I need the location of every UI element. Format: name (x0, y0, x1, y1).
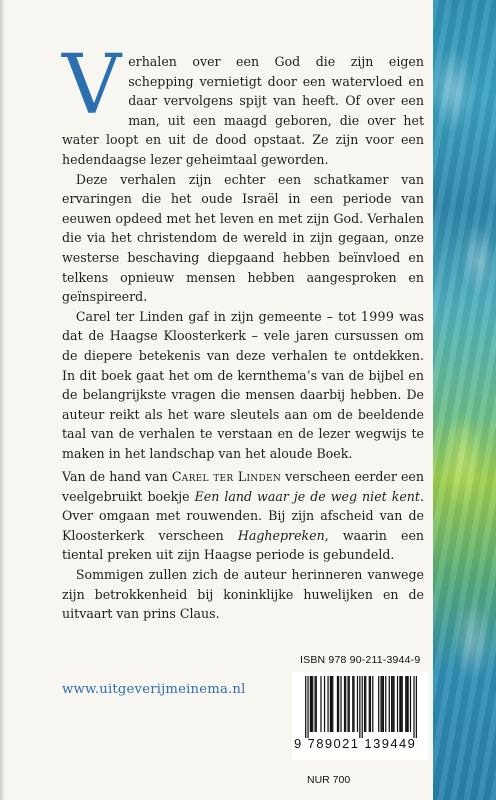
barcode-bar (311, 676, 312, 732)
barcode-bar (392, 676, 393, 732)
bio-p1-mid2: . Over omgaan met rouwenden. Bij zijn afscheid van de Kloosterkerk verscheen (62, 488, 424, 543)
barcode-bar (357, 676, 358, 732)
barcode-bar (385, 676, 386, 732)
nur-code: NUR 700 (307, 774, 351, 786)
barcode-bar (337, 676, 338, 732)
barcode-bar (331, 676, 332, 732)
barcode-icon (298, 676, 424, 738)
barcode-bar (400, 676, 401, 732)
barcode-bar (397, 676, 398, 732)
bio-p1-start: Van de hand van (62, 469, 172, 484)
barcode-bar (408, 676, 409, 732)
barcode-bar (310, 676, 311, 732)
author-bio (62, 467, 424, 624)
barcode-bar (370, 676, 371, 732)
barcode-bar (393, 676, 394, 732)
barcode-bar (344, 676, 345, 732)
barcode-bar (413, 676, 414, 738)
book-title-1: Een land waar je de weg niet kent (194, 488, 420, 504)
barcode-bar (405, 676, 406, 732)
barcode-bar (406, 676, 407, 732)
water-image-strip (433, 0, 496, 800)
bio-paragraph-1 (62, 467, 424, 565)
barcode-bar (330, 676, 331, 732)
intro-p3-start: Carel ter Linden gaf in zijn gemeente – tot (75, 308, 361, 324)
barcode-bar (372, 676, 373, 732)
intro-p3-end: was dat de Haagse Kloosterkerk – vele jaren cursussen om de diepere betekenis van deze verhalen te ontdekken. In dit boek gaat het om de kernthema’s van de bijbel en de belangrijkste vragen die mensen daarbij hebben. De auteur reikt als het ware sleutels aan om de beeldende taal van de verhalen te verstaan en de lezer wegwijs te maken in het landschap van het aloude Boek. (62, 308, 424, 461)
barcode-bar (391, 676, 392, 732)
barcode-bar (353, 676, 354, 732)
drop-cap: V (62, 38, 122, 133)
barcode-bar (364, 676, 365, 732)
page-edge (0, 0, 4, 800)
barcode-bar (332, 676, 333, 732)
barcode-bar (347, 676, 348, 732)
bio-p1-end: , waarin een tiental preken uit zijn Haagse periode is gebundeld. (62, 527, 425, 563)
bio-p1-mid: verscheen eerder een veelgebruikt boekje (62, 469, 424, 504)
barcode-bar (369, 676, 370, 732)
barcode-bar (345, 676, 346, 732)
barcode-bar (389, 676, 390, 732)
barcode-bar (402, 676, 403, 732)
intro-p3-year: 1999 (360, 308, 395, 324)
barcode-bar (316, 676, 317, 732)
barcode-bar (359, 676, 360, 738)
barcode-bar (383, 676, 384, 732)
bio-paragraph-2: Sommigen zullen zich de auteur herinneren vanwege zijn betrokkenheid bij koninklijke huwelijken en de uitvaart van prins Claus. (62, 566, 424, 622)
barcode-area (292, 672, 428, 760)
barcode-bar (382, 676, 383, 732)
barcode-bar (416, 676, 417, 738)
barcode-bar (307, 676, 308, 738)
barcode-bar (352, 676, 353, 732)
barcode-bar (362, 676, 363, 738)
barcode-bar (327, 676, 328, 732)
barcode-digits: 9 789021 139449 (294, 736, 417, 751)
barcode-bar (305, 676, 306, 738)
intro-paragraph-1 (62, 38, 424, 170)
intro-paragraph-2: Deze verhalen zijn echter een schatkamer van ervaringen die het oude Israël in een periode van eeuwen opdeed met het leven en met zijn God. Verhalen die via het christendom de wereld in zijn gegaan, onze westerse beschaving diepgaand hebben beïnvloed en telkens opnieuw mensen hebben aangesproken en geïnspireerd. (62, 171, 424, 305)
intro-text (62, 38, 424, 463)
barcode-bar (378, 676, 379, 732)
barcode-bar (340, 676, 341, 732)
barcode-bar (380, 676, 381, 732)
barcode-bar (410, 676, 411, 732)
barcode-bar (399, 676, 400, 732)
barcode-bar (320, 676, 321, 732)
isbn-label: ISBN 978 90-211-3944-9 (300, 654, 421, 666)
book-title-2: Haghepreken (237, 527, 325, 543)
barcode-bar (349, 676, 350, 732)
author-name: Carel ter Linden (171, 469, 282, 484)
barcode-bar (312, 676, 313, 732)
intro-paragraph-3 (62, 307, 424, 464)
publisher-url[interactable]: www.uitgeverijmeinema.nl (62, 682, 246, 697)
intro-paragraph-1-text: erhalen over een God die zijn eigen schepping vernietigt door een watervloed en daar vervolgens spijt van heeft. Of over een man, uit een maagd geboren, die over het water loopt en uit de dood opstaat. Ze zijn voor een hedendaagse lezer geheimtaal geworden. (62, 54, 424, 167)
barcode-bar (365, 676, 366, 732)
barcode-bar (338, 676, 339, 732)
barcode-bar (324, 676, 325, 732)
barcode-bar (314, 676, 315, 732)
